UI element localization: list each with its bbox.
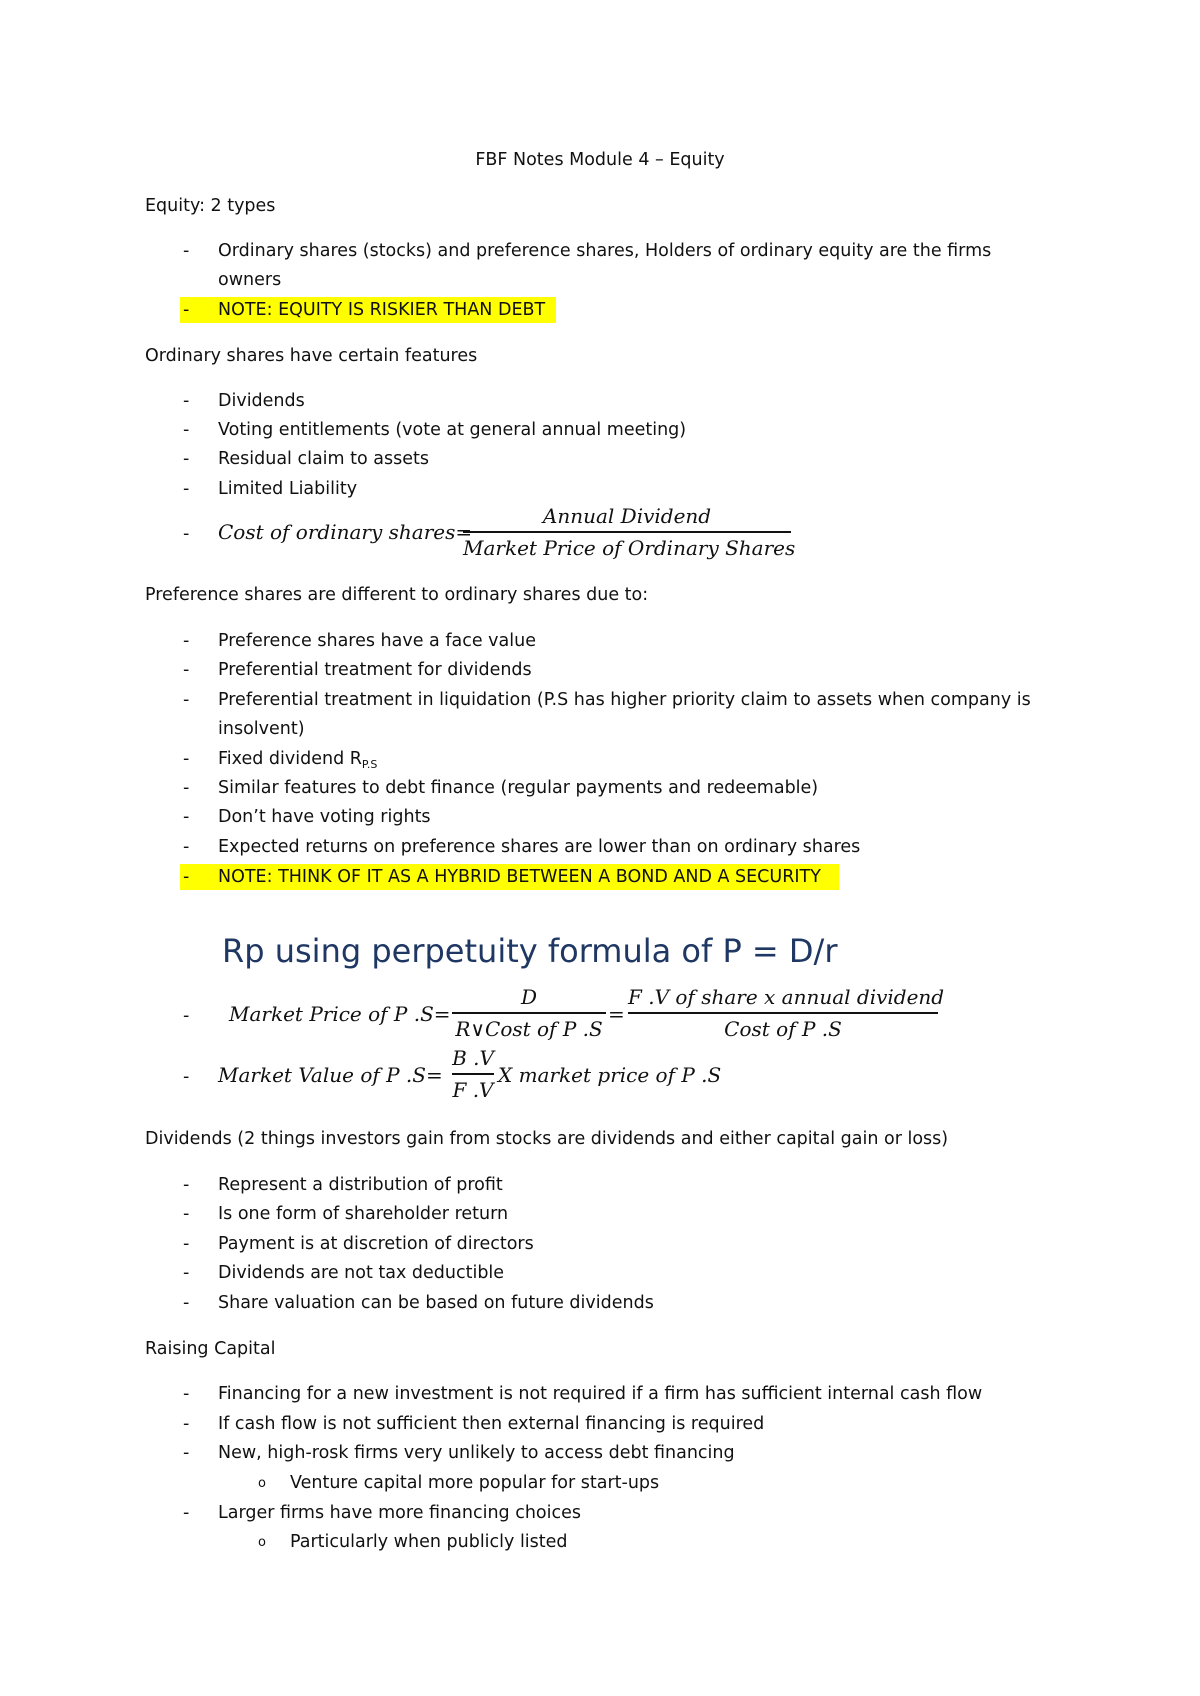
preference-heading: Preference shares are different to ordinary shares due to:: [145, 585, 649, 605]
formula-lhs: Market Price of P .S=: [229, 1002, 451, 1026]
bullet-dash: -: [183, 241, 190, 261]
bullet-dash: -: [183, 1414, 190, 1434]
dividends-heading: Dividends (2 things investors gain from stocks are dividends and either capital gain or loss): [145, 1129, 949, 1149]
bullet-dash: -: [183, 1204, 190, 1224]
list-item: Similar features to debt finance (regular payments and redeemable): [218, 778, 819, 798]
list-item: Financing for a new investment is not required if a firm has sufficient internal cash flow: [218, 1384, 983, 1404]
bullet-dash: -: [183, 479, 190, 499]
list-item: Share valuation can be based on future dividends: [218, 1293, 654, 1313]
list-item: Don’t have voting rights: [218, 807, 431, 827]
list-item: Preferential treatment for dividends: [218, 660, 532, 680]
bullet-dash: -: [183, 867, 190, 887]
bullet-dash: -: [183, 1503, 190, 1523]
sub-bullet-circle: o: [258, 1535, 266, 1550]
bullet-dash: -: [183, 300, 190, 320]
market-value-fraction: [452, 1044, 494, 1104]
cost-ordinary-fraction: [463, 502, 796, 562]
fraction-denominator: F .V: [452, 1078, 494, 1102]
list-item: Limited Liability: [218, 479, 358, 499]
formula-rhs: X market price of P .S: [498, 1063, 722, 1087]
fraction-denominator: Cost of P .S: [724, 1017, 842, 1041]
list-item: owners: [218, 270, 282, 290]
bullet-dash: -: [183, 1293, 190, 1313]
equals-sign: =: [608, 1002, 625, 1026]
list-item: Larger firms have more financing choices: [218, 1503, 581, 1523]
fraction-bar: [452, 1012, 606, 1014]
list-item: Residual claim to assets: [218, 449, 429, 469]
list-item: insolvent): [218, 719, 305, 739]
bullet-dash: -: [183, 837, 190, 857]
note-highlight: NOTE: EQUITY IS RISKIER THAN DEBT: [218, 300, 546, 320]
list-item: Dividends are not tax deductible: [218, 1263, 505, 1283]
fraction-bar: [452, 1073, 494, 1075]
page-title: FBF Notes Module 4 – Equity: [475, 150, 725, 170]
bullet-dash: -: [183, 749, 190, 769]
list-item: New, high-rosk firms very unlikely to access debt financing: [218, 1443, 735, 1463]
market-price-fraction-1: [452, 983, 606, 1043]
note-highlight: NOTE: THINK OF IT AS A HYBRID BETWEEN A BOND AND A SECURITY: [218, 867, 821, 887]
fraction-denominator: Market Price of Ordinary Shares: [463, 536, 796, 560]
list-item: Ordinary shares (stocks) and preference shares, Holders of ordinary equity are the firms: [218, 241, 992, 261]
fraction-bar: [628, 1012, 938, 1014]
sub-list-item: Particularly when publicly listed: [290, 1532, 568, 1552]
sub-bullet-circle: o: [258, 1476, 266, 1491]
formula-lhs: Market Value of P .S=: [218, 1063, 443, 1087]
fraction-numerator: B .V: [452, 1046, 494, 1070]
sub-list-item: Venture capital more popular for start-ups: [290, 1473, 660, 1493]
market-price-fraction-2: [628, 983, 945, 1043]
fraction-numerator: Annual Dividend: [542, 504, 712, 528]
formula-lhs: Cost of ordinary shares=: [218, 520, 473, 544]
list-item: Dividends: [218, 391, 305, 411]
bullet-dash: -: [183, 1384, 190, 1404]
bullet-dash: -: [183, 391, 190, 411]
bullet-dash: -: [183, 690, 190, 710]
bullet-dash: -: [183, 631, 190, 651]
list-item: If cash flow is not sufficient then external financing is required: [218, 1414, 765, 1434]
subscript-ps: P.S: [361, 758, 378, 771]
bullet-dash: -: [183, 807, 190, 827]
fraction-bar: [463, 531, 791, 533]
capital-heading: Raising Capital: [145, 1339, 276, 1359]
list-item: [218, 748, 377, 776]
bullet-dash: -: [183, 1175, 190, 1195]
bullet-dash: -: [183, 1443, 190, 1463]
bullet-dash: -: [183, 449, 190, 469]
list-item: Preferential treatment in liquidation (P.S has higher priority claim to assets when company is: [218, 690, 1031, 710]
list-item: Is one form of shareholder return: [218, 1204, 509, 1224]
bullet-dash: -: [183, 524, 190, 544]
bullet-dash: -: [183, 1067, 190, 1087]
bullet-dash: -: [183, 420, 190, 440]
perpetuity-subtitle: Rp using perpetuity formula of P = D/r: [222, 932, 838, 970]
bullet-dash: -: [183, 660, 190, 680]
list-item: Expected returns on preference shares are lower than on ordinary shares: [218, 837, 861, 857]
list-item: Preference shares have a face value: [218, 631, 536, 651]
list-item: Voting entitlements (vote at general annual meeting): [218, 420, 687, 440]
fraction-numerator: F .V of share x annual dividend: [628, 985, 945, 1009]
equity-heading: Equity: 2 types: [145, 196, 276, 216]
list-item: Payment is at discretion of directors: [218, 1234, 534, 1254]
bullet-dash: -: [183, 1006, 190, 1026]
list-item: Represent a distribution of profit: [218, 1175, 503, 1195]
fraction-numerator: D: [520, 985, 538, 1009]
bullet-dash: -: [183, 1234, 190, 1254]
bullet-dash: -: [183, 778, 190, 798]
fraction-denominator: R∨Cost of P .S: [455, 1017, 603, 1041]
ordinary-heading: Ordinary shares have certain features: [145, 346, 478, 366]
fixed-dividend-text: Fixed dividend R: [218, 749, 362, 769]
bullet-dash: -: [183, 1263, 190, 1283]
